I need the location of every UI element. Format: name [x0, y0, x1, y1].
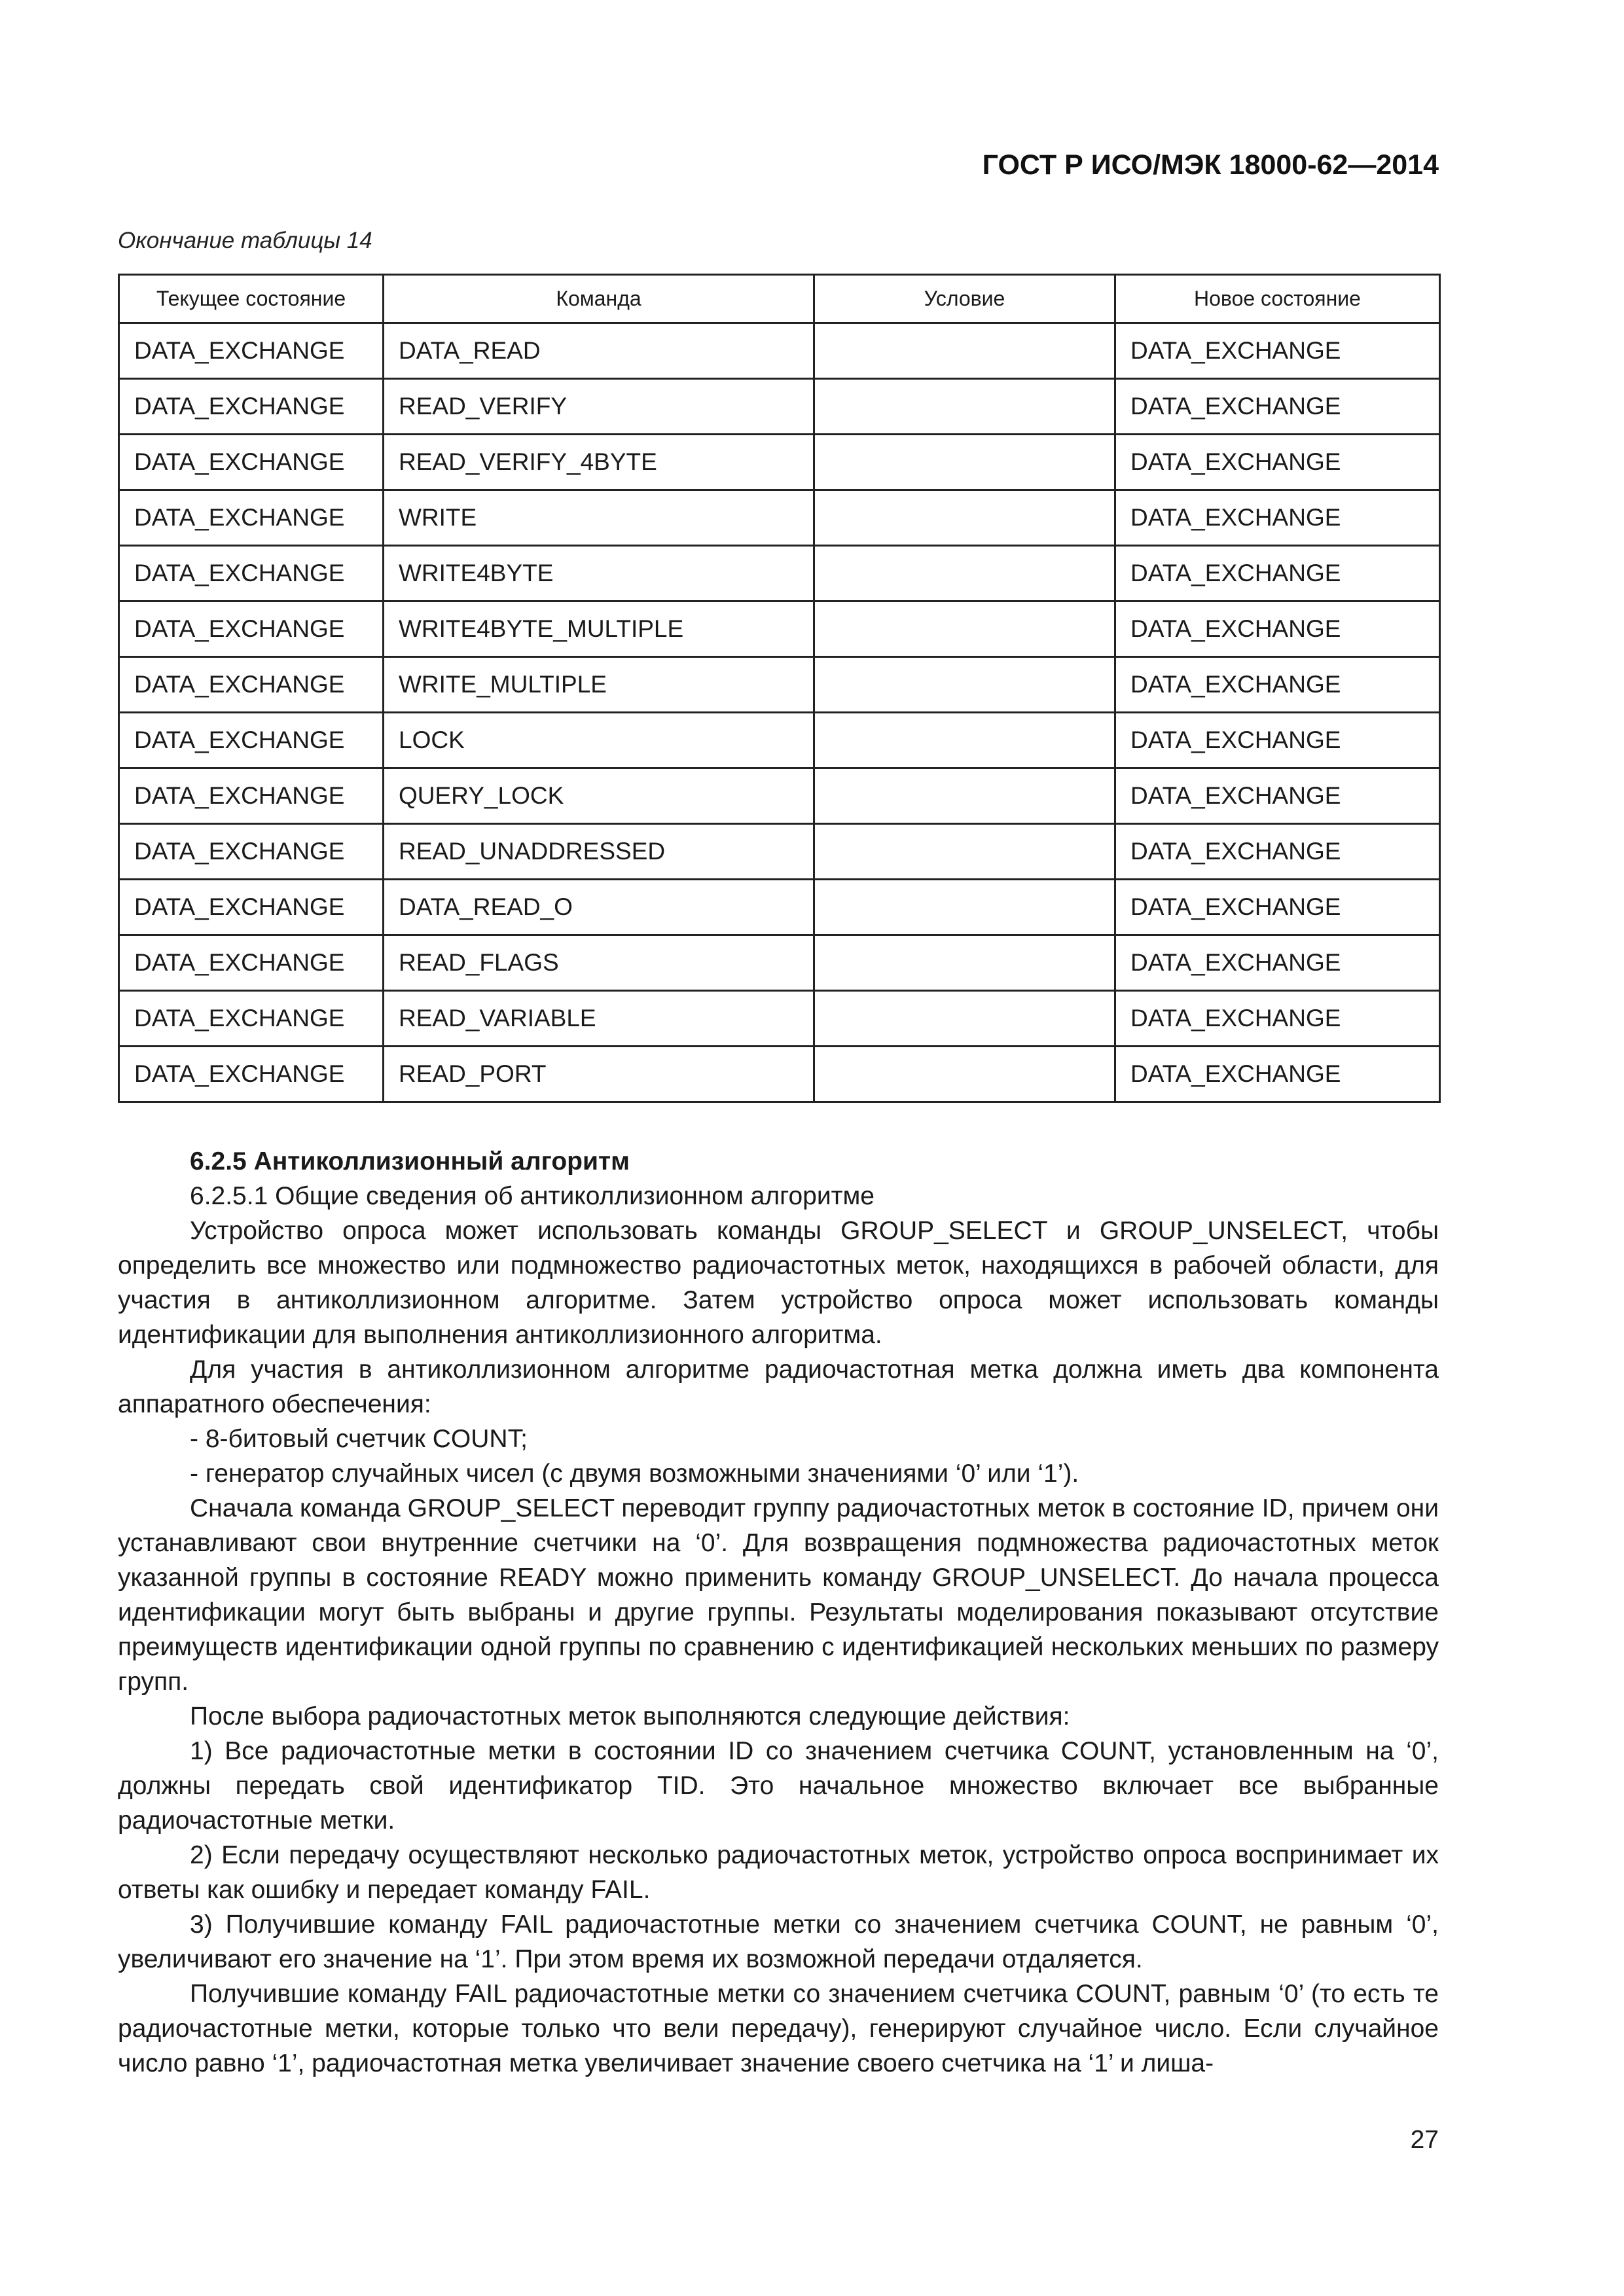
table-row: [119, 935, 1440, 991]
column-header-command: Команда: [384, 275, 814, 323]
numbered-item: 1) Все радиочастотные метки в состоянии ID со значением счетчика COUNT, установленным на ‘0’, должны передать свой идентификатор TID. Это начальное множество включает все выбранные радиочастотные метки.: [118, 1737, 1439, 1835]
section-body: [118, 1144, 1439, 2081]
list-item: - 8-битовый счетчик COUNT;: [190, 1425, 528, 1453]
table-row: [119, 991, 1440, 1047]
cell-condition: [814, 935, 1115, 991]
list-item: - генератор случайных чисел (с двумя возможными значениями ‘0’ или ‘1’).: [190, 1460, 1079, 1488]
table-row: [119, 657, 1440, 713]
cell-new-state: DATA_EXCHANGE: [1115, 713, 1440, 768]
cell-command: READ_FLAGS: [384, 935, 814, 991]
cell-current-state: DATA_EXCHANGE: [119, 713, 384, 768]
cell-command: WRITE4BYTE_MULTIPLE: [384, 601, 814, 657]
cell-new-state: DATA_EXCHANGE: [1115, 768, 1440, 824]
cell-condition: [814, 379, 1115, 435]
cell-command: READ_VERIFY: [384, 379, 814, 435]
cell-condition: [814, 546, 1115, 601]
cell-current-state: DATA_EXCHANGE: [119, 657, 384, 713]
cell-current-state: DATA_EXCHANGE: [119, 323, 384, 379]
table-row: [119, 490, 1440, 546]
subsection-title: 6.2.5.1 Общие сведения об антиколлизионном алгоритме: [190, 1182, 875, 1210]
cell-current-state: DATA_EXCHANGE: [119, 991, 384, 1047]
table-row: [119, 1047, 1440, 1102]
cell-new-state: DATA_EXCHANGE: [1115, 935, 1440, 991]
cell-new-state: DATA_EXCHANGE: [1115, 490, 1440, 546]
cell-command: WRITE_MULTIPLE: [384, 657, 814, 713]
document-header: ГОСТ Р ИСО/МЭК 18000-62—2014: [982, 149, 1439, 181]
cell-command: WRITE: [384, 490, 814, 546]
cell-new-state: DATA_EXCHANGE: [1115, 991, 1440, 1047]
column-header-current-state: Текущее состояние: [119, 275, 384, 323]
cell-condition: [814, 768, 1115, 824]
cell-new-state: DATA_EXCHANGE: [1115, 435, 1440, 490]
table-row: [119, 601, 1440, 657]
paragraph: Сначала команда GROUP_SELECT переводит группу радиочастотных меток в состояние ID, причем они устанавливают свои внутренние счетчики на ‘0’. Для возвращения подмножества радиочастотных меток указанной группы в состояние READY можно применить команду GROUP_UNSELECT. До начала процесса идентификации могут быть выбраны и другие группы. Результаты моделирования показывают отсутствие преимуществ идентификации одной группы по сравнению с идентификацией нескольких меньших по размеру групп.: [118, 1494, 1439, 1696]
cell-current-state: DATA_EXCHANGE: [119, 935, 384, 991]
column-header-condition: Условие: [814, 275, 1115, 323]
cell-command: WRITE4BYTE: [384, 546, 814, 601]
cell-current-state: DATA_EXCHANGE: [119, 601, 384, 657]
numbered-item: 3) Получившие команду FAIL радиочастотные метки со значением счетчика COUNT, не равным ‘0’, увеличивают его значение на ‘1’. При этом время их возможной передачи отдаляется.: [118, 1910, 1439, 1973]
cell-current-state: DATA_EXCHANGE: [119, 435, 384, 490]
cell-condition: [814, 601, 1115, 657]
paragraph: После выбора радиочастотных меток выполняются следующие действия:: [190, 1702, 1070, 1731]
table-row: [119, 880, 1440, 935]
cell-current-state: DATA_EXCHANGE: [119, 880, 384, 935]
table-header-row: [119, 275, 1440, 323]
cell-current-state: DATA_EXCHANGE: [119, 824, 384, 880]
paragraph: Для участия в антиколлизионном алгоритме радиочастотная метка должна иметь два компонента аппаратного обеспечения:: [118, 1355, 1439, 1418]
table-row: [119, 546, 1440, 601]
cell-condition: [814, 490, 1115, 546]
cell-condition: [814, 991, 1115, 1047]
state-transition-table: [118, 274, 1441, 1103]
table-row: [119, 768, 1440, 824]
cell-new-state: DATA_EXCHANGE: [1115, 657, 1440, 713]
cell-new-state: DATA_EXCHANGE: [1115, 1047, 1440, 1102]
cell-new-state: DATA_EXCHANGE: [1115, 880, 1440, 935]
table-row: [119, 824, 1440, 880]
cell-current-state: DATA_EXCHANGE: [119, 490, 384, 546]
column-header-new-state: Новое состояние: [1115, 275, 1440, 323]
cell-command: READ_VERIFY_4BYTE: [384, 435, 814, 490]
cell-current-state: DATA_EXCHANGE: [119, 546, 384, 601]
table-row: [119, 323, 1440, 379]
section-title: 6.2.5 Антиколлизионный алгоритм: [190, 1147, 630, 1175]
table-row: [119, 379, 1440, 435]
cell-command: LOCK: [384, 713, 814, 768]
cell-command: QUERY_LOCK: [384, 768, 814, 824]
cell-current-state: DATA_EXCHANGE: [119, 379, 384, 435]
cell-new-state: DATA_EXCHANGE: [1115, 546, 1440, 601]
cell-command: READ_VARIABLE: [384, 991, 814, 1047]
cell-command: READ_UNADDRESSED: [384, 824, 814, 880]
cell-condition: [814, 880, 1115, 935]
cell-condition: [814, 657, 1115, 713]
table-caption: Окончание таблицы 14: [118, 228, 372, 253]
paragraph: Устройство опроса может использовать команды GROUP_SELECT и GROUP_UNSELECT, чтобы определить все множество или подмножество радиочастотных меток, находящихся в рабочей области, для участия в антиколлизионном алгоритме. Затем устройство опроса может использовать команды идентификации для выполнения антиколлизионного алгоритма.: [118, 1217, 1439, 1349]
cell-condition: [814, 1047, 1115, 1102]
cell-new-state: DATA_EXCHANGE: [1115, 323, 1440, 379]
cell-condition: [814, 713, 1115, 768]
cell-current-state: DATA_EXCHANGE: [119, 768, 384, 824]
cell-condition: [814, 323, 1115, 379]
cell-command: DATA_READ: [384, 323, 814, 379]
table-row: [119, 435, 1440, 490]
page-number: 27: [1410, 2126, 1439, 2154]
cell-new-state: DATA_EXCHANGE: [1115, 824, 1440, 880]
numbered-item: 2) Если передачу осуществляют несколько радиочастотных меток, устройство опроса воспринимает их ответы как ошибку и передает команду FAIL.: [118, 1841, 1439, 1904]
paragraph: Получившие команду FAIL радиочастотные метки со значением счетчика COUNT, равным ‘0’ (то есть те радиочастотные метки, которые только что вели передачу), генерируют случайное число. Если случайное число равно ‘1’, радиочастотная метка увеличивает значение своего счетчика на ‘1’ и лиша-: [118, 1980, 1439, 2077]
cell-condition: [814, 824, 1115, 880]
cell-condition: [814, 435, 1115, 490]
cell-command: READ_PORT: [384, 1047, 814, 1102]
cell-new-state: DATA_EXCHANGE: [1115, 379, 1440, 435]
cell-current-state: DATA_EXCHANGE: [119, 1047, 384, 1102]
cell-new-state: DATA_EXCHANGE: [1115, 601, 1440, 657]
table-row: [119, 713, 1440, 768]
cell-command: DATA_READ_O: [384, 880, 814, 935]
